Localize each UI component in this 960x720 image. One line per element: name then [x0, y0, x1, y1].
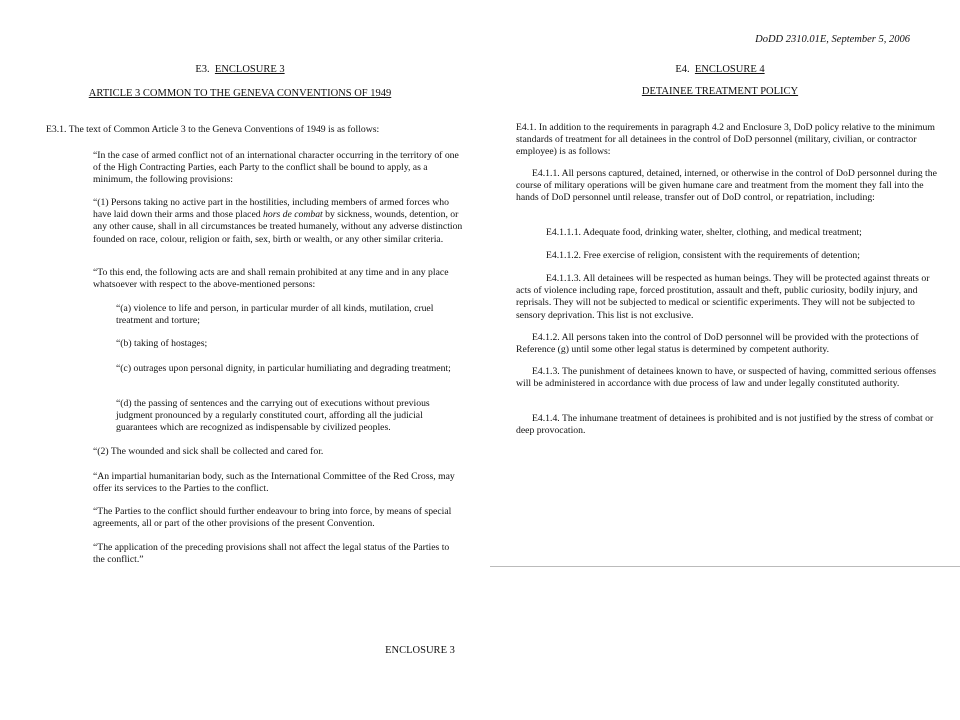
- ca3-paragraph-1: [93, 197, 463, 246]
- ca3-special-agreements-paragraph: “The Parties to the conflict should further endeavour to bring into force, by means of special agreements, all or part of the other provisions of the present Convention.: [93, 506, 452, 530]
- ca3-paragraph-1-part-b: by sickness, wounds, detention, or any other cause, shall in all circumstances be treated humanely, without any adverse distinction founded on race, colour, religion or faith, sex, birth or wealth, or any other similar criteria.: [93, 209, 463, 245]
- ca3-paragraph-2: “(2) The wounded and sick shall be collected and cared for.: [93, 446, 324, 457]
- enclosure-3-title: ENCLOSURE 3: [214, 64, 285, 75]
- enclosure-3-number: E3.: [195, 64, 210, 75]
- enclosure-4-title: ENCLOSURE 4: [694, 64, 765, 75]
- e4-1-1-3-paragraph: E4.1.1.3. All detainees will be respected as human beings. They will be protected against threats or acts of violence including rape, forced prostitution, assault and theft, public curiosity, bodily injury, and reprisals. They will not be subjected to medical or scientific experiments. They will not be subjected to sensory deprivation. This list is not exclusive.: [516, 273, 930, 321]
- e3-1-intro: E3.1. The text of Common Article 3 to the Geneva Conventions of 1949 is as follows:: [46, 124, 380, 135]
- e4-1-1-paragraph: E4.1.1. All persons captured, detained, interned, or otherwise in the control of DoD personnel during the course of military operations will be given humane care and treatment from the moment they fall into the hands of DoD personnel until release, transfer out of DoD control, or repatriation, including:: [516, 168, 937, 204]
- ca3-paragraph-1-part-a: “(1) Persons taking no active part in the hostilities, including members of armed forces who have laid down their arms and those placed: [93, 197, 449, 221]
- ca3-paragraph-intro: “In the case of armed conflict not of an international character occurring in the territory of one of the High Contracting Parties, each Party to the conflict shall be bound to apply, as a minimum, the following provisions:: [93, 150, 459, 186]
- ca3-legal-status-paragraph: “The application of the preceding provisions shall not affect the legal status of the Parties to the conflict.”: [93, 542, 450, 566]
- detainee-policy-title: DETAINEE TREATMENT POLICY: [641, 86, 799, 97]
- page-footer: ENCLOSURE 3: [385, 645, 455, 656]
- ca3-red-cross-paragraph: “An impartial humanitarian body, such as the International Committee of the Red Cross, may offer its services to the Parties to the conflict.: [93, 471, 455, 495]
- ca3-item-b: “(b) taking of hostages;: [116, 338, 208, 349]
- page-divider-line: [490, 566, 960, 567]
- ca3-prohibited-acts-intro: “To this end, the following acts are and shall remain prohibited at any time and in any place whatsoever with respect to the above-mentioned persons:: [93, 267, 449, 291]
- ca3-item-a: “(a) violence to life and person, in particular murder of all kinds, mutilation, cruel treatment and torture;: [116, 303, 434, 327]
- article-3-title: ARTICLE 3 COMMON TO THE GENEVA CONVENTIONS OF 1949: [88, 88, 392, 99]
- ca3-item-d: “(d) the passing of sentences and the carrying out of executions without previous judgment pronounced by a regularly constituted court, affording all the judicial guarantees which are recognized as indispensable by civilized peoples.: [116, 398, 430, 434]
- ca3-item-c: “(c) outrages upon personal dignity, in particular humiliating and degrading treatment;: [116, 363, 451, 374]
- enclosure-4-heading: [480, 64, 960, 75]
- enclosure-3-heading: [0, 64, 480, 75]
- e4-1-1-1-paragraph: E4.1.1.1. Adequate food, drinking water, shelter, clothing, and medical treatment;: [546, 227, 862, 238]
- right-page: [480, 0, 960, 720]
- e4-1-3-paragraph: E4.1.3. The punishment of detainees known to have, or suspected of having, committed serious offenses will be administered in accordance with due process of law and under legally constituted authority.: [516, 366, 937, 390]
- e4-1-2-paragraph: E4.1.2. All persons taken into the control of DoD personnel will be provided with the protections of Reference (g) until some other legal status is determined by competent authority.: [516, 332, 919, 356]
- directive-code: DoDD 2310.01E, September 5, 2006: [755, 34, 910, 45]
- e4-1-paragraph: E4.1. In addition to the requirements in paragraph 4.2 and Enclosure 3, DoD policy relative to the minimum standards of treatment for all detainees in the control of DoD personnel (military, civilian, or contractor employee) is as follows:: [516, 122, 935, 158]
- enclosure-4-number: E4.: [675, 64, 690, 75]
- e4-1-4-paragraph: E4.1.4. The inhumane treatment of detainees is prohibited and is not justified by the stress of combat or deep provocation.: [516, 413, 934, 437]
- e4-1-1-2-paragraph: E4.1.1.2. Free exercise of religion, consistent with the requirements of detention;: [546, 250, 860, 261]
- hors-de-combat-phrase: hors de combat: [263, 209, 323, 221]
